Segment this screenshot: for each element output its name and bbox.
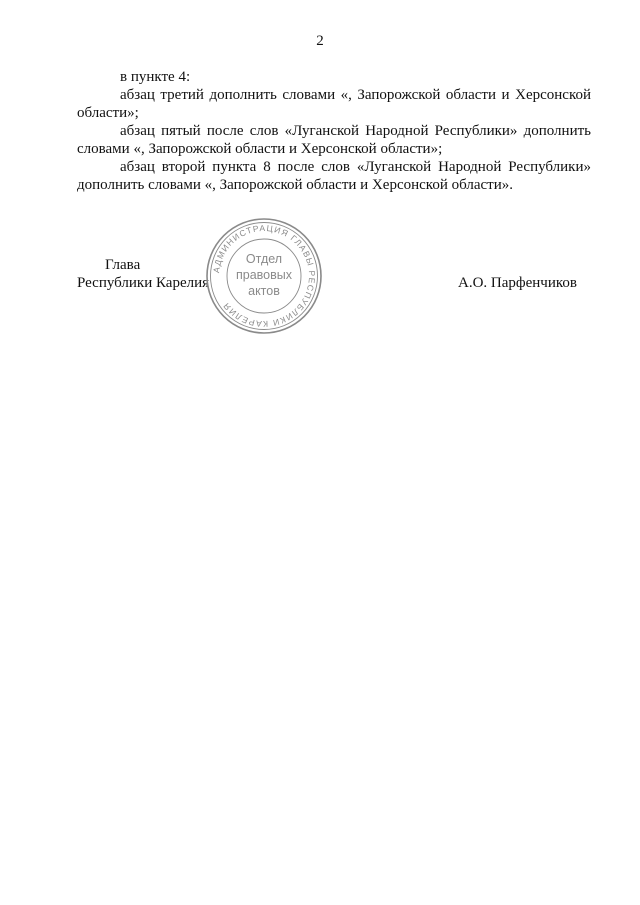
paragraph-4: абзац второй пункта 8 после слов «Луганской Народной Республики» дополнить словами «, Запорожской области и Херсонской области». [77,159,591,193]
signature-row [77,274,591,292]
signature-title-line2: Республики Карелия [77,275,210,291]
stamp-seal-icon [203,215,325,337]
signature-title-line1: Глава [105,257,141,273]
official-stamp [203,215,325,337]
paragraph-2: абзац третий дополнить словами «, Запорожской области и Херсонской области»; [77,87,591,121]
signatory-name: А.О. Парфенчиков [458,275,577,291]
page-number: 2 [316,33,324,49]
stamp-center-line1: Отдел [245,252,283,266]
paragraph-1: в пункте 4: [120,69,191,85]
stamp-ring-text: АДМИНИСТРАЦИЯ ГЛАВЫ РЕСПУБЛИКИ КАРЕЛИЯ [211,222,318,330]
stamp-center-line3: актов [248,284,280,298]
signature-block [77,256,591,292]
stamp-center-line2: правовых [236,268,292,282]
document-body [77,68,591,194]
paragraph-3: абзац пятый после слов «Луганской Народной Республики» дополнить словами «, Запорожской области и Херсонской области»; [77,123,591,157]
